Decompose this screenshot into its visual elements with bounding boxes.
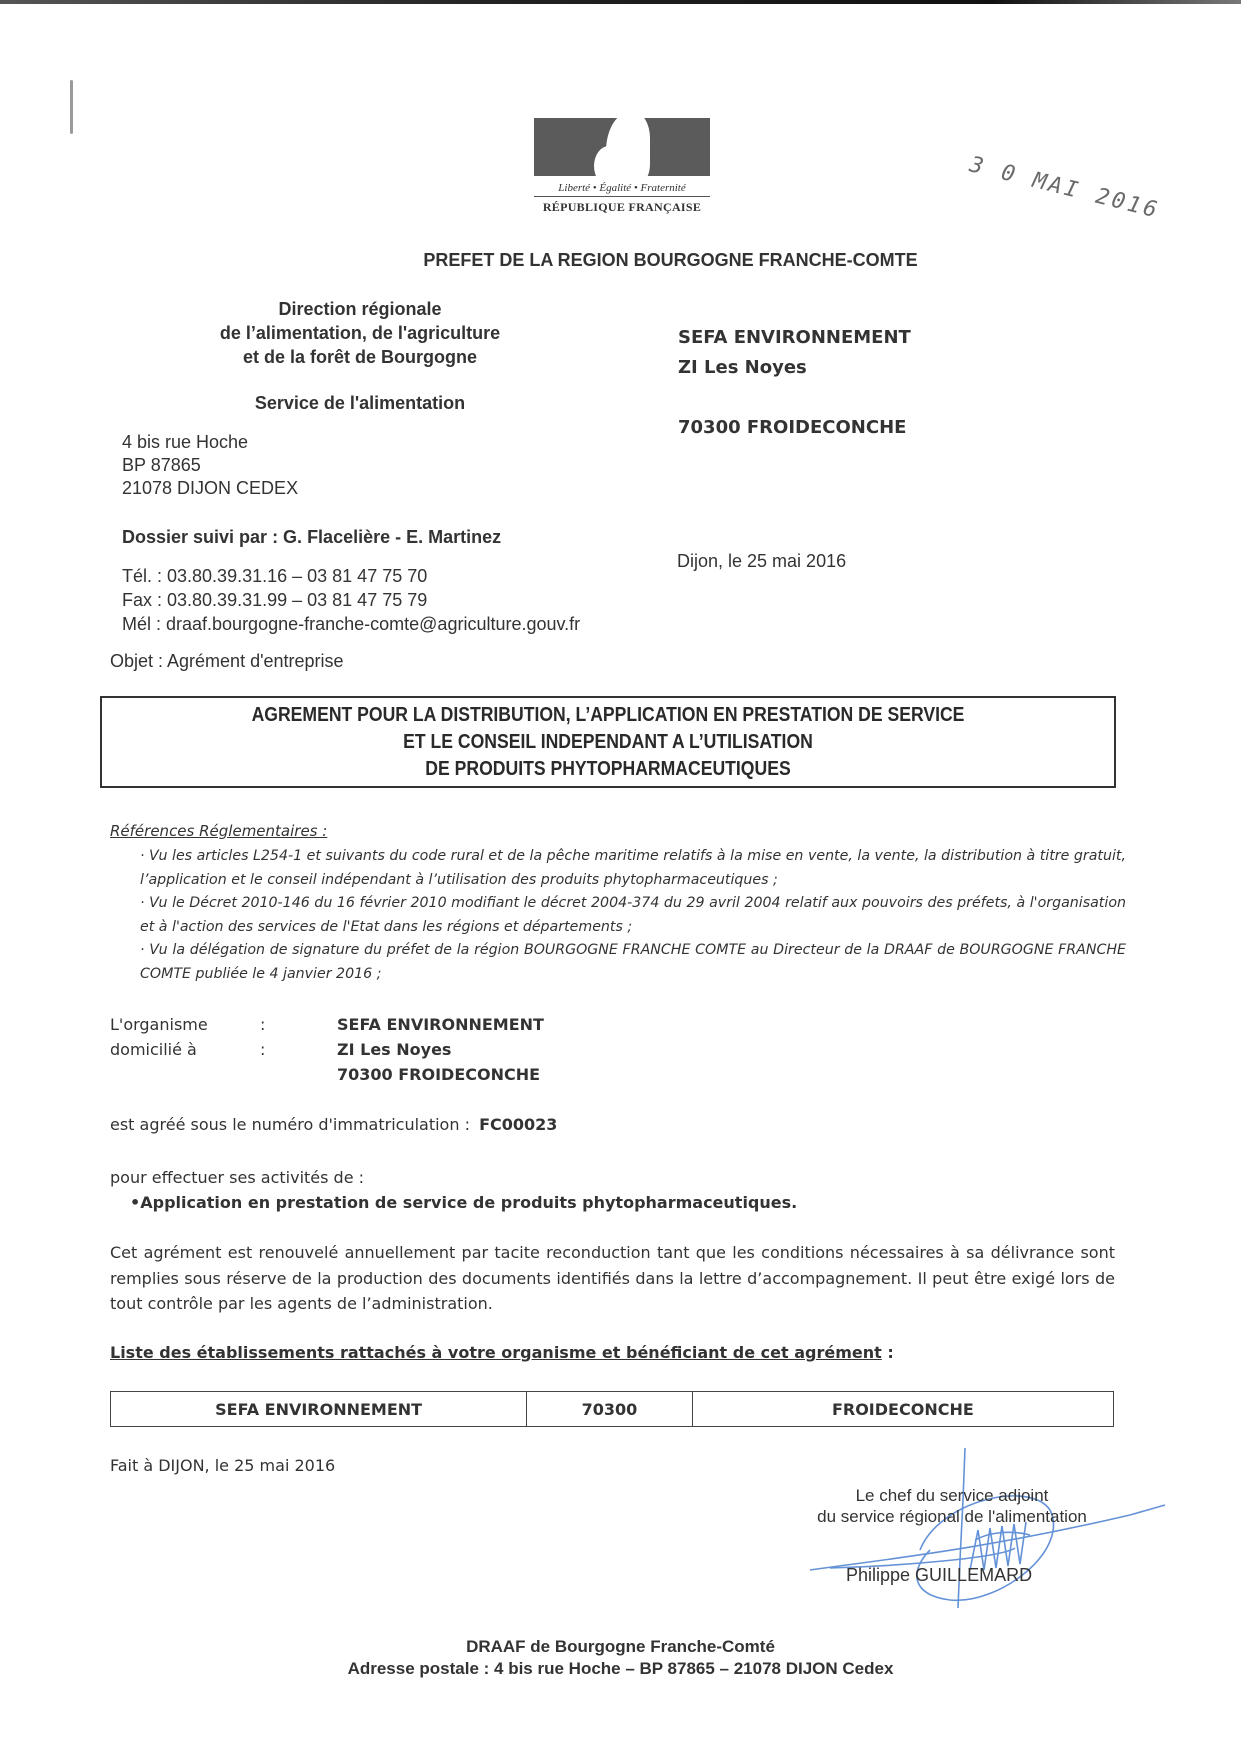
recipient-address bbox=[678, 323, 911, 443]
direction-line: Direction régionale bbox=[278, 299, 442, 319]
page-footer bbox=[0, 1636, 1241, 1680]
signatory-title-line: Le chef du service adjoint bbox=[855, 1486, 1049, 1505]
title-line: ET LE CONSEIL INDEPENDANT A L’UTILISATION bbox=[403, 731, 813, 753]
marianne-emblem-icon bbox=[534, 118, 710, 176]
footer-address: Adresse postale : 4 bis rue Hoche – BP 87865 – 21078 DIJON Cedex bbox=[347, 1659, 894, 1678]
phone-line: Tél. : 03.80.39.31.16 – 03 81 47 75 70 bbox=[122, 566, 428, 586]
prefecture-heading-text: PREFET DE LA REGION BOURGOGNE FRANCHE-COMTE bbox=[423, 250, 918, 270]
letter-date: Dijon, le 25 mai 2016 bbox=[677, 551, 847, 571]
establishments-heading-text: Liste des établissements rattachés à votre organisme et bénéficiant de cet agrément bbox=[110, 1343, 882, 1362]
colon: : bbox=[260, 1040, 266, 1059]
address-line: 21078 DIJON CEDEX bbox=[122, 478, 299, 498]
organisme-name: SEFA ENVIRONNEMENT bbox=[337, 1015, 544, 1034]
references-list bbox=[140, 845, 1126, 986]
direction-line: et de la forêt de Bourgogne bbox=[242, 347, 478, 367]
table-row bbox=[111, 1392, 1114, 1427]
footer-org: DRAAF de Bourgogne Franche-Comté bbox=[466, 1637, 775, 1656]
establishment-city-cell: FROIDECONCHE bbox=[692, 1392, 1113, 1427]
title-line: DE PRODUITS PHYTOPHARMACEUTIQUES bbox=[425, 758, 791, 780]
direction-line: de l’alimentation, de l'agriculture bbox=[219, 323, 501, 343]
reference-item: · Vu le Décret 2010-146 du 16 février 2010 modifiant le décret 2004-374 du 29 avril 2004 relatif aux pouvoirs des préfets, à l'organisation et à l'action des services de l'Etat dans les régions et départements ; bbox=[140, 895, 1126, 935]
email-line: Mél : draaf.bourgogne-franche-comte@agriculture.gouv.fr bbox=[122, 614, 581, 634]
signed-place-date: Fait à DIJON, le 25 mai 2016 bbox=[110, 1456, 336, 1475]
sender-address bbox=[122, 431, 298, 500]
fax-line: Fax : 03.80.39.31.99 – 03 81 47 75 79 bbox=[122, 590, 428, 610]
prefecture-heading bbox=[0, 250, 1241, 271]
registration-line bbox=[110, 1115, 557, 1134]
establishments-table bbox=[110, 1391, 1114, 1427]
reference-item: · Vu les articles L254-1 et suivants du code rural et de la pêche maritime relatifs à la mise en vente, la vente, la distribution à titre gratuit, l’application et le conseil indépendant à l’utilisation des produits phytopharmaceutiques ; bbox=[140, 848, 1126, 888]
reference-item: · Vu la délégation de signature du préfet de la région BOURGOGNE FRANCHE COMTE au Directeur de la DRAAF de BOURGOGNE FRANCHE COMTE publiée le 4 janvier 2016 ; bbox=[140, 942, 1126, 982]
renewal-paragraph: Cet agrément est renouvelé annuellement par tacite reconduction tant que les conditions nécessaires à sa délivrance sont remplies sous réserve de la production des documents identifiés dans la lettre d’accompagnement. Il peut être exigé lors de tout contrôle par les agents de l’administration. bbox=[110, 1243, 1115, 1313]
recipient-street: ZI Les Noyes bbox=[678, 357, 807, 378]
organisme-details bbox=[110, 1012, 544, 1087]
logo-divider bbox=[534, 196, 710, 197]
organisme-label: L'organisme bbox=[110, 1015, 208, 1034]
registration-number: FC00023 bbox=[479, 1115, 558, 1134]
activities-label: pour effectuer ses activités de : bbox=[110, 1168, 365, 1187]
logo-motto: Liberté • Égalité • Fraternité bbox=[558, 182, 686, 194]
recipient-name: SEFA ENVIRONNEMENT bbox=[678, 327, 911, 348]
heading-suffix: : bbox=[881, 1343, 894, 1362]
scan-top-edge bbox=[0, 0, 1241, 4]
marianne-logo bbox=[532, 118, 712, 226]
address-line: 4 bis rue Hoche bbox=[122, 432, 249, 452]
activity-item: •Application en prestation de service de produits phytopharmaceutiques. bbox=[130, 1193, 798, 1212]
recipient-city: 70300 FROIDECONCHE bbox=[678, 417, 907, 438]
scan-artifact-mark bbox=[70, 80, 73, 134]
address-line: BP 87865 bbox=[122, 455, 201, 475]
logo-republic: RÉPUBLIQUE FRANÇAISE bbox=[542, 200, 702, 214]
dossier-followed-by: Dossier suivi par : G. Flacelière - E. Martinez bbox=[122, 527, 502, 547]
signatory-title bbox=[802, 1485, 1102, 1527]
signatory-name: Philippe GUILLEMARD bbox=[846, 1565, 1033, 1585]
document-title-box bbox=[100, 696, 1116, 788]
references-heading: Références Réglementaires : bbox=[110, 822, 328, 840]
title-line: AGREMENT POUR LA DISTRIBUTION, L’APPLICATION EN PRESTATION DE SERVICE bbox=[251, 704, 965, 726]
establishment-postcode-cell: 70300 bbox=[527, 1392, 692, 1427]
service-name: Service de l'alimentation bbox=[254, 393, 466, 413]
establishment-name-cell: SEFA ENVIRONNEMENT bbox=[111, 1392, 527, 1427]
direction-block bbox=[160, 297, 560, 369]
organisme-street: ZI Les Noyes bbox=[337, 1040, 452, 1059]
signatory-title-line: du service régional de l'alimentation bbox=[817, 1507, 1087, 1526]
colon: : bbox=[260, 1015, 266, 1034]
domicile-label: domicilié à bbox=[110, 1040, 197, 1059]
registration-label: est agréé sous le numéro d'immatriculation : bbox=[110, 1115, 470, 1134]
letter-subject: Objet : Agrément d'entreprise bbox=[110, 651, 344, 671]
contact-info bbox=[122, 564, 580, 636]
organisme-city: 70300 FROIDECONCHE bbox=[337, 1065, 541, 1084]
establishments-heading bbox=[110, 1343, 894, 1362]
received-date-stamp: 3 0 MAI 2016 bbox=[966, 152, 1163, 224]
